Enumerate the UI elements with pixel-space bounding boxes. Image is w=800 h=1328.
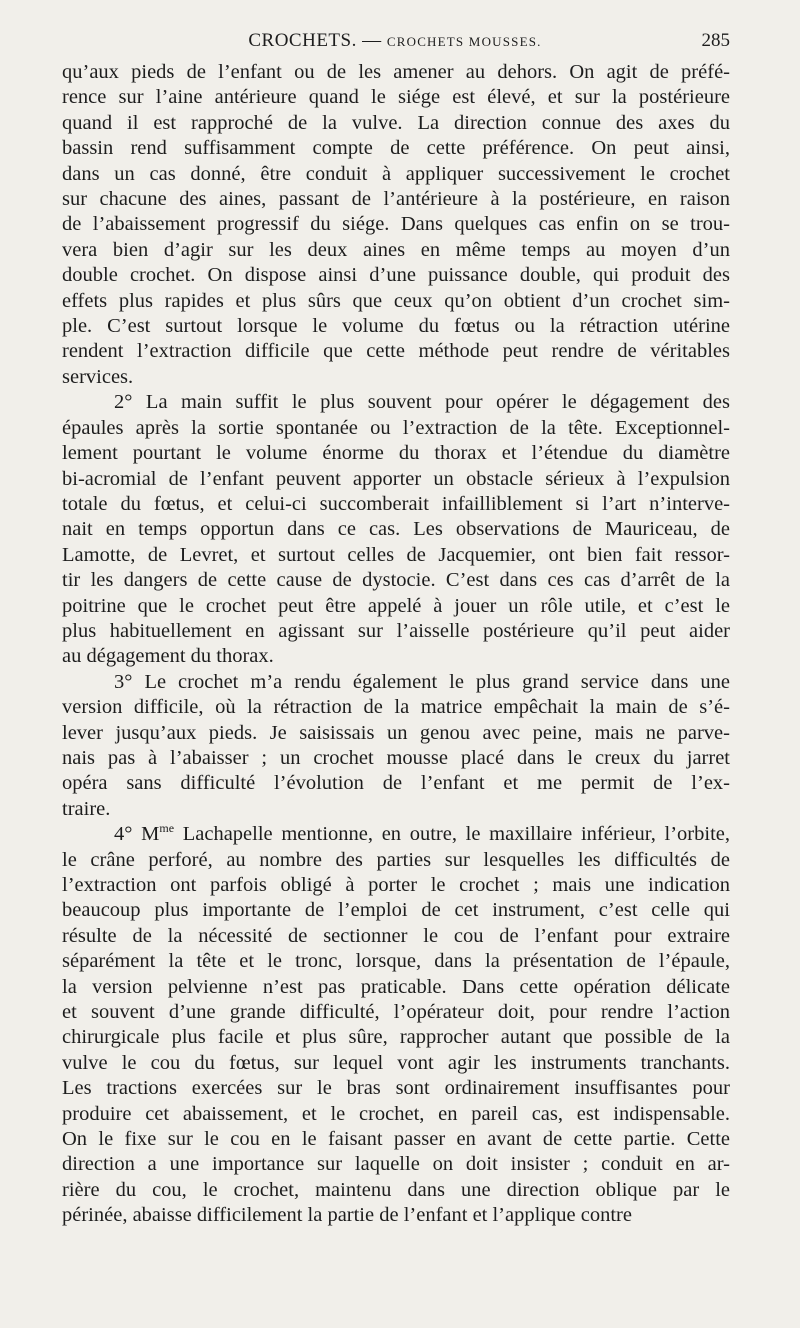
- line-text: bi-acromial de l’enfant peuvent apporter un obstacle sérieux à l’expulsion: [62, 467, 730, 490]
- line-text: traire.: [62, 797, 111, 820]
- header-subtitle: CROCHETS MOUSSES.: [386, 34, 542, 49]
- header-title: CROCHETS.: [248, 30, 357, 51]
- text-line: [62, 1203, 730, 1228]
- text-line: [62, 339, 730, 364]
- line-text: quand il est rapproché de la vulve. La direction connue des axes du: [62, 111, 730, 134]
- text-line: [62, 187, 730, 212]
- line-text: vera bien d’agir sur les deux aines en même temps au moyen d’un: [62, 238, 730, 261]
- text-line: [62, 822, 730, 847]
- line-text: Les tractions exercées sur le bras sont ordinairement insuffisantes pour: [62, 1077, 730, 1100]
- text-line: [62, 1102, 730, 1127]
- line-text: tir les dangers de cette cause de dystocie. C’est dans ces cas d’arrêt de la: [62, 569, 730, 592]
- line-text: totale du fœtus, et celui-ci succomberait infailliblement si l’art n’interve-: [62, 492, 730, 515]
- text-line: [62, 1076, 730, 1101]
- line-text: périnée, abaisse difficilement la partie de l’enfant et l’applique contre: [62, 1204, 632, 1227]
- text-line: [62, 85, 730, 110]
- text-line: [62, 924, 730, 949]
- line-text: produire cet abaissement, et le crochet, en pareil cas, est indispensable.: [62, 1102, 730, 1125]
- line-text: résulte de la nécessité de sectionner le cou de l’enfant pour extraire: [62, 924, 730, 947]
- line-text: de l’abaissement progressif du siége. Dans quelques cas enfin on se trou-: [62, 213, 730, 236]
- text-line: [62, 60, 730, 85]
- text-line: [62, 289, 730, 314]
- text-line: [62, 238, 730, 263]
- text-line: [62, 568, 730, 593]
- text-line: [62, 873, 730, 898]
- line-text: opéra sans difficulté l’évolution de l’enfant et me permit de l’ex-: [62, 772, 730, 795]
- text-line: [62, 365, 730, 390]
- paragraph-p3: [62, 670, 730, 822]
- text-line: [62, 1051, 730, 1076]
- text-line: [62, 1152, 730, 1177]
- text-line: [62, 1025, 730, 1050]
- line-text: vulve le cou du fœtus, sur lequel vont agir les instruments tranchants.: [62, 1051, 730, 1074]
- text-line: [62, 848, 730, 873]
- text-line: [62, 543, 730, 568]
- text-line: [62, 111, 730, 136]
- paragraph-p2: [62, 390, 730, 669]
- text-line: [62, 314, 730, 339]
- text-line: [62, 1178, 730, 1203]
- line-text: séparément la tête et le tronc, lorsque, dans la présentation de l’épaule,: [62, 950, 730, 973]
- text-line: [62, 467, 730, 492]
- text-line: [62, 898, 730, 923]
- text-line: [62, 1127, 730, 1152]
- line-text: effets plus rapides et plus sûrs que ceux qu’on obtient d’un crochet sim-: [62, 289, 730, 312]
- text-line: [62, 670, 730, 695]
- text-line: [62, 619, 730, 644]
- line-text: chirurgicale plus facile et plus sûre, rapprocher autant que possible de la: [62, 1026, 730, 1049]
- line-text: On le fixe sur le cou en le faisant passer en avant de cette partie. Cette: [62, 1128, 730, 1151]
- text-line: [62, 644, 730, 669]
- text-line: [62, 492, 730, 517]
- line-text: qu’aux pieds de l’enfant ou de les amener au dehors. On agit de préfé-: [62, 61, 730, 83]
- line-text: rière du cou, le crochet, maintenu dans une direction oblique par le: [62, 1178, 730, 1201]
- text-line: [62, 416, 730, 441]
- superscript: me: [159, 821, 175, 836]
- text-line: [62, 695, 730, 720]
- body-text: [62, 60, 730, 1229]
- line-text: 2° La main suffit le plus souvent pour opérer le dégagement des: [114, 391, 730, 414]
- text-line: [62, 136, 730, 161]
- line-text: direction a une importance sur laquelle on doit insister ; conduit en ar-: [62, 1153, 730, 1176]
- running-header: [60, 30, 730, 60]
- line-text: la version pelvienne n’est pas praticable. Dans cette opération délicate: [62, 975, 730, 998]
- line-text: beaucoup plus importante de l’emploi de cet instrument, c’est celle qui: [62, 899, 730, 922]
- line-text: lement pourtant le volume énorme du thorax et l’étendue du diamètre: [62, 442, 730, 465]
- paragraph-p1: [62, 60, 730, 390]
- running-title: [60, 30, 730, 52]
- text-line: [62, 746, 730, 771]
- header-separator: —: [356, 30, 387, 51]
- line-text: services.: [62, 365, 134, 388]
- line-text: poitrine que le crochet peut être appelé à jouer un rôle utile, et c’est le: [62, 594, 730, 617]
- text-line: [62, 390, 730, 415]
- line-text: au dégagement du thorax.: [62, 645, 274, 668]
- line-text: nais pas à l’abaisser ; un crochet mousse placé dans le creux du jarret: [62, 746, 730, 769]
- line-text: épaules après la sortie spontanée ou l’extraction de la tête. Exceptionnel-: [62, 416, 730, 439]
- text-line: [62, 949, 730, 974]
- text-line: [62, 212, 730, 237]
- line-text: rendent l’extraction difficile que cette méthode peut rendre de véritables: [62, 340, 730, 363]
- line-text: dans un cas donné, être conduit à appliquer successivement le crochet: [62, 162, 730, 185]
- paragraph-p4: [62, 822, 730, 1229]
- text-line: [62, 975, 730, 1000]
- text-line: [62, 162, 730, 187]
- text-line: [62, 797, 730, 822]
- text-line: [62, 263, 730, 288]
- line-text: rence sur l’aine antérieure quand le siége est élevé, et sur la postérieure: [62, 86, 730, 109]
- line-text: double crochet. On dispose ainsi d’une puissance double, qui produit des: [62, 264, 730, 287]
- line-text: sur chacune des aines, passant de l’antérieure à la postérieure, en raison: [62, 188, 730, 211]
- line-text: nait en temps opportun dans ce cas. Les observations de Mauriceau, de: [62, 518, 730, 541]
- text-line: [62, 594, 730, 619]
- text-line: [62, 771, 730, 796]
- text-line: [62, 517, 730, 542]
- line-text: Lamotte, de Levret, et surtout celles de Jacquemier, ont bien fait ressor-: [62, 543, 730, 566]
- page-number: 285: [701, 30, 730, 51]
- line-prefix: 4° M: [114, 823, 160, 846]
- text-line: [62, 441, 730, 466]
- line-text: Lachapelle mentionne, en outre, le maxillaire inférieur, l’orbite,: [174, 823, 730, 846]
- line-text: l’extraction ont parfois obligé à porter le crochet ; mais une indication: [62, 874, 730, 896]
- text-line: [62, 1000, 730, 1025]
- line-text: plus habituellement en agissant sur l’aisselle postérieure qu’il peut aider: [62, 619, 730, 642]
- line-text: 3° Le crochet m’a rendu également le plus grand service dans une: [114, 670, 730, 693]
- text-line: [62, 721, 730, 746]
- line-text: ple. C’est surtout lorsque le volume du fœtus ou la rétraction utérine: [62, 315, 730, 338]
- line-text: bassin rend suffisamment compte de cette préférence. On peut ainsi,: [62, 137, 730, 160]
- line-text: version difficile, où la rétraction de la matrice empêchait la main de s’é-: [62, 696, 730, 719]
- line-text: le crâne perforé, au nombre des parties sur lesquelles les difficultés de: [62, 848, 730, 871]
- line-text: lever jusqu’aux pieds. Je saisissais un genou avec peine, mais ne parve-: [62, 721, 730, 744]
- line-text: et souvent d’une grande difficulté, l’opérateur doit, pour rendre l’action: [62, 1001, 730, 1024]
